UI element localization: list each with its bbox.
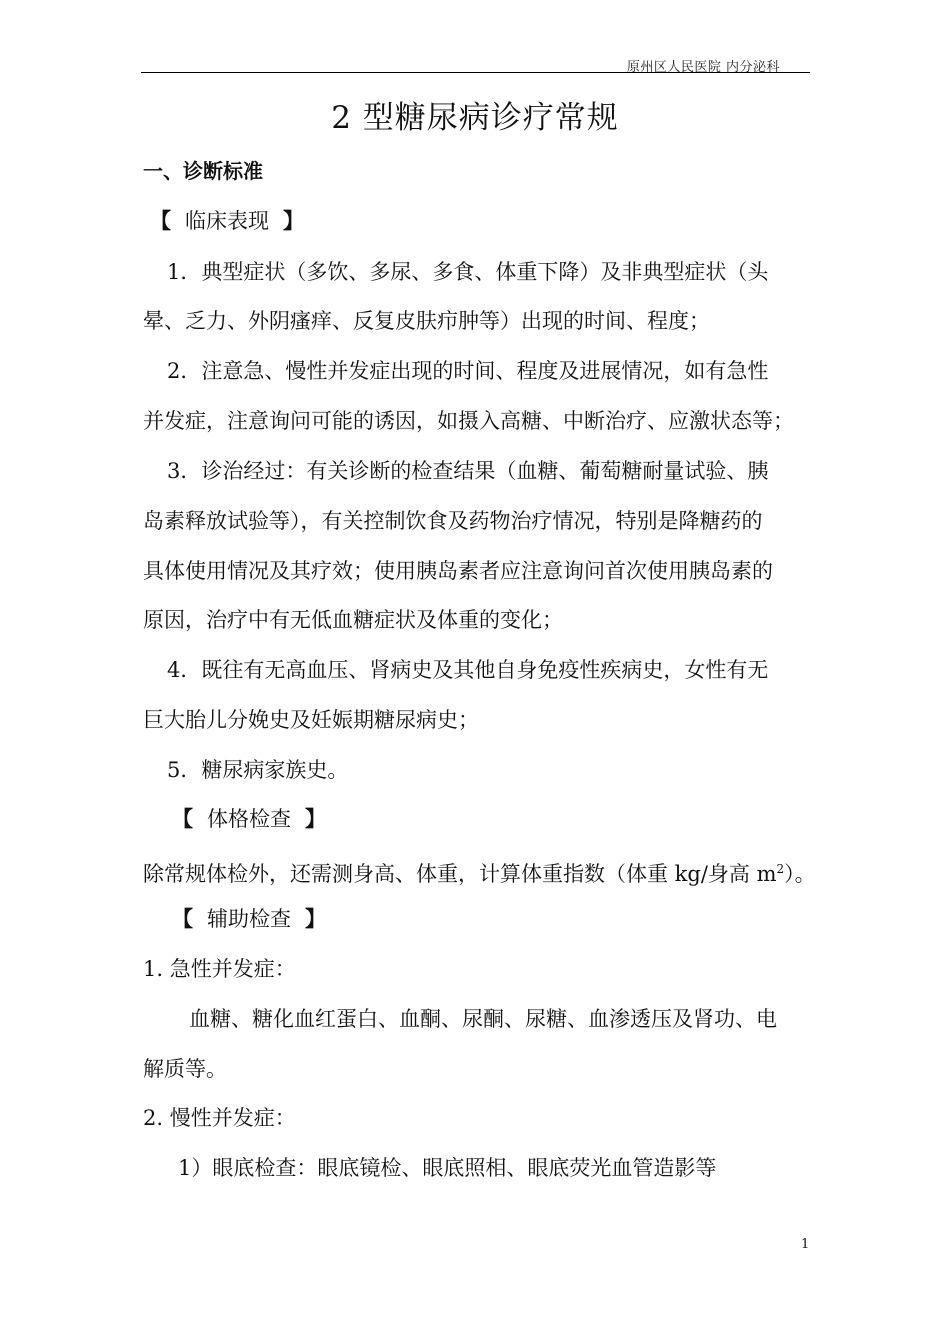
clinical-item-3-line-4: 原因，治疗中有无低血糖症状及体重的变化；: [143, 608, 563, 632]
section-heading-diagnosis: 一、诊断标准: [143, 159, 263, 183]
physical-exam-superscript: 2: [776, 862, 785, 876]
document-title: 2 型糖尿病诊疗常规: [331, 100, 619, 136]
header-rule: [141, 72, 810, 73]
physical-exam-main: 除常规体检外，还需测身高、体重，计算体重指数（体重 kg/身高 m: [143, 862, 777, 886]
label-auxiliary-exam: [172, 905, 326, 933]
clinical-item-4-line-2: 巨大胎儿分娩史及妊娠期糖尿病史；: [143, 708, 479, 732]
acute-complications-line-2: 解质等。: [143, 1057, 227, 1081]
header-hospital-department: 原州区人民医院 内分泌科: [626, 60, 780, 75]
chronic-complications-item-1: 1）眼底检查：眼底镜检、眼底照相、眼底荧光血管造影等: [178, 1156, 717, 1180]
clinical-item-1-line-2: 晕、乏力、外阴瘙痒、反复皮肤疖肿等）出现的时间、程度；: [143, 309, 710, 333]
acute-complications-line-1: 血糖、糖化血红蛋白、血酮、尿酮、尿糖、血渗透压及肾功、电: [189, 1007, 777, 1031]
label-text: 临床表现: [185, 209, 269, 233]
label-clinical-manifestation: [150, 207, 304, 235]
physical-exam-text: [143, 855, 816, 888]
bracket-close: 】: [283, 208, 304, 233]
label-text: 辅助检查: [207, 907, 291, 931]
clinical-item-1-line-1: 1．典型症状（多饮、多尿、多食、体重下降）及非典型症状（头: [167, 260, 769, 284]
bracket-open: 【: [172, 906, 193, 931]
clinical-item-2-line-1: 2．注意急、慢性并发症出现的时间、程度及进展情况，如有急性: [167, 359, 769, 383]
bracket-open: 【: [172, 806, 193, 831]
clinical-item-5: 5．糖尿病家族史。: [167, 758, 349, 782]
bracket-close: 】: [305, 906, 326, 931]
physical-exam-end: ）。: [784, 862, 816, 886]
clinical-item-3-line-1: 3．诊治经过：有关诊断的检查结果（血糖、葡萄糖耐量试验、胰: [167, 459, 769, 483]
page-number: 1: [801, 1237, 810, 1252]
chronic-complications-heading: 2. 慢性并发症：: [143, 1106, 296, 1130]
acute-complications-heading: 1. 急性并发症：: [143, 957, 296, 981]
label-text: 体格检查: [207, 807, 291, 831]
label-physical-exam: [172, 805, 326, 833]
clinical-item-3-line-3: 具体使用情况及其疗效；使用胰岛素者应注意询问首次使用胰岛素的: [143, 559, 773, 583]
bracket-close: 】: [305, 806, 326, 831]
clinical-item-3-line-2: 岛素释放试验等），有关控制饮食及药物治疗情况，特别是降糖药的: [143, 509, 763, 533]
bracket-open: 【: [150, 208, 171, 233]
clinical-item-4-line-1: 4．既往有无高血压、肾病史及其他自身免疫性疾病史，女性有无: [167, 658, 769, 682]
clinical-item-2-line-2: 并发症，注意询问可能的诱因，如摄入高糖、中断治疗、应激状态等；: [143, 409, 794, 433]
